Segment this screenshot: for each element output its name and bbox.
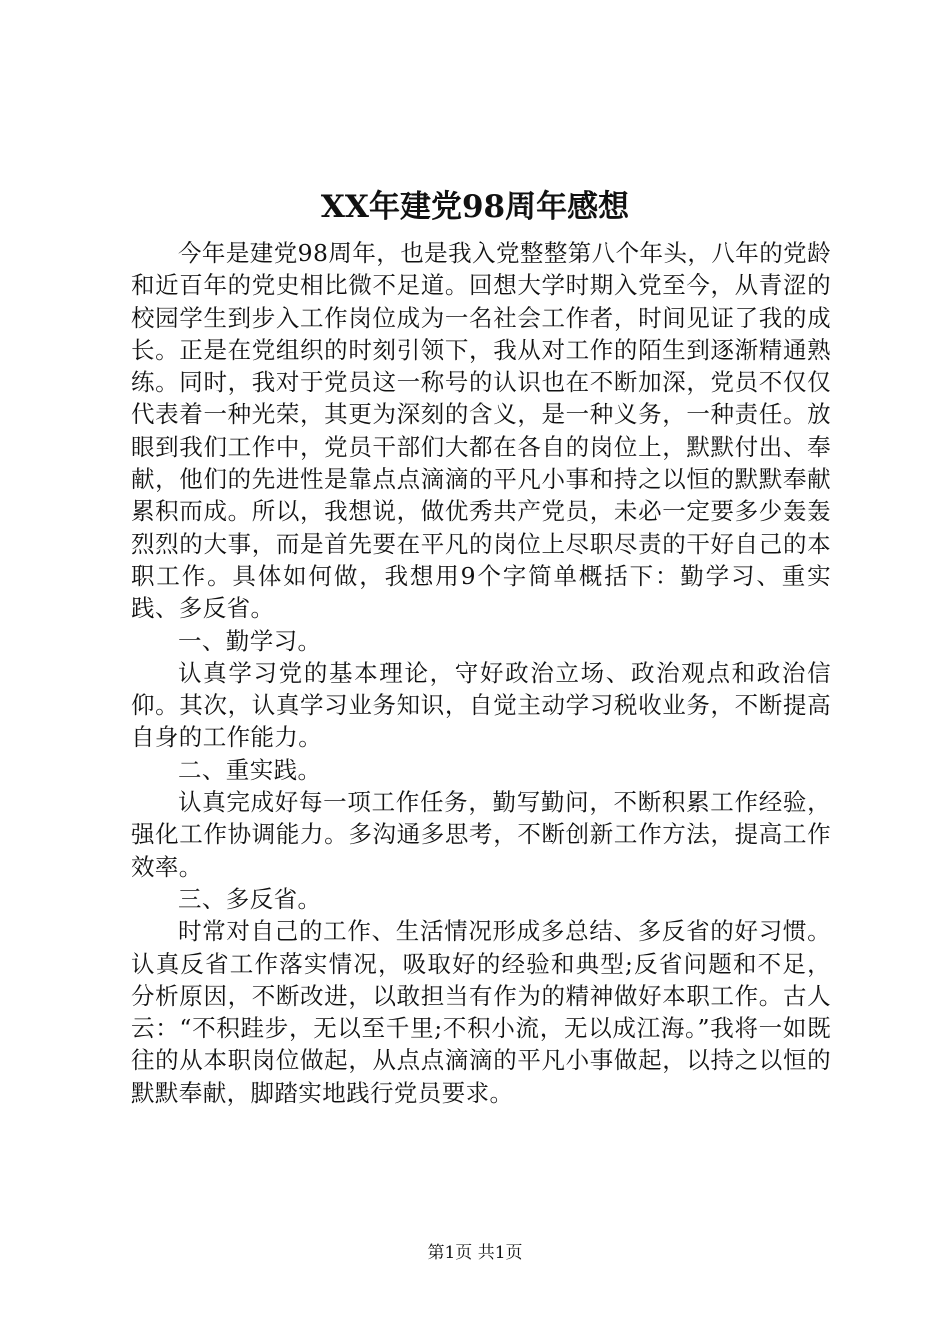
heading-study: 一、勤学习。: [178, 626, 322, 655]
paragraph-practice: 认真完成好每一项工作任务，勤写勤问，不断积累工作经验，强化工作协调能力。多沟通多思考，不断创新工作方法，提高工作效率。: [131, 788, 831, 881]
paragraph-intro: 今年是建党98周年，也是我入党整整第八个年头，八年的党龄和近百年的党史相比微不足道。回想大学时期入党至今，从青涩的校园学生到步入工作岗位成为一名社会工作者，时间见证了我的成长。正是在党组织的时刻引领下，我从对工作的陌生到逐渐精通熟练。同时，我对于党员这一称号的认识也在不断加深，党员不仅仅代表着一种光荣，其更为深刻的含义，是一种义务，一种责任。放眼到我们工作中，党员干部们大都在各自的岗位上，默默付出、奉献，他们的先进性是靠点点滴滴的平凡小事和持之以恒的默默奉献累积而成。所以，我想说，做优秀共产党员，未必一定要多少轰轰烈烈的大事，而是首先要在平凡的岗位上尽职尽责的干好自己的本职工作。具体如何做，我想用9个字简单概括下：勤学习、重实践、多反省。: [131, 239, 831, 623]
paragraph-study: 认真学习党的基本理论，守好政治立场、政治观点和政治信仰。其次，认真学习业务知识，自觉主动学习税收业务，不断提高自身的工作能力。: [131, 658, 831, 752]
document-title: XX年建党98周年感想: [320, 189, 630, 225]
heading-reflect: 三、多反省。: [178, 884, 322, 913]
paragraph-reflect: 时常对自己的工作、生活情况形成多总结、多反省的好习惯。认真反省工作落实情况，吸取好的经验和典型;反省问题和不足，分析原因，不断改进，以敢担当有作为的精神做好本职工作。古人云：“不积跬步，无以至千里;不积小流，无以成江海。”我将一如既往的从本职岗位做起，从点点滴滴的平凡小事做起，以持之以恒的默默奉献，脚踏实地践行党员要求。: [131, 917, 831, 1107]
heading-practice: 二、重实践。: [178, 755, 322, 784]
page-number-footer: 第1页 共1页: [427, 1243, 523, 1263]
document-body: [131, 237, 831, 1109]
